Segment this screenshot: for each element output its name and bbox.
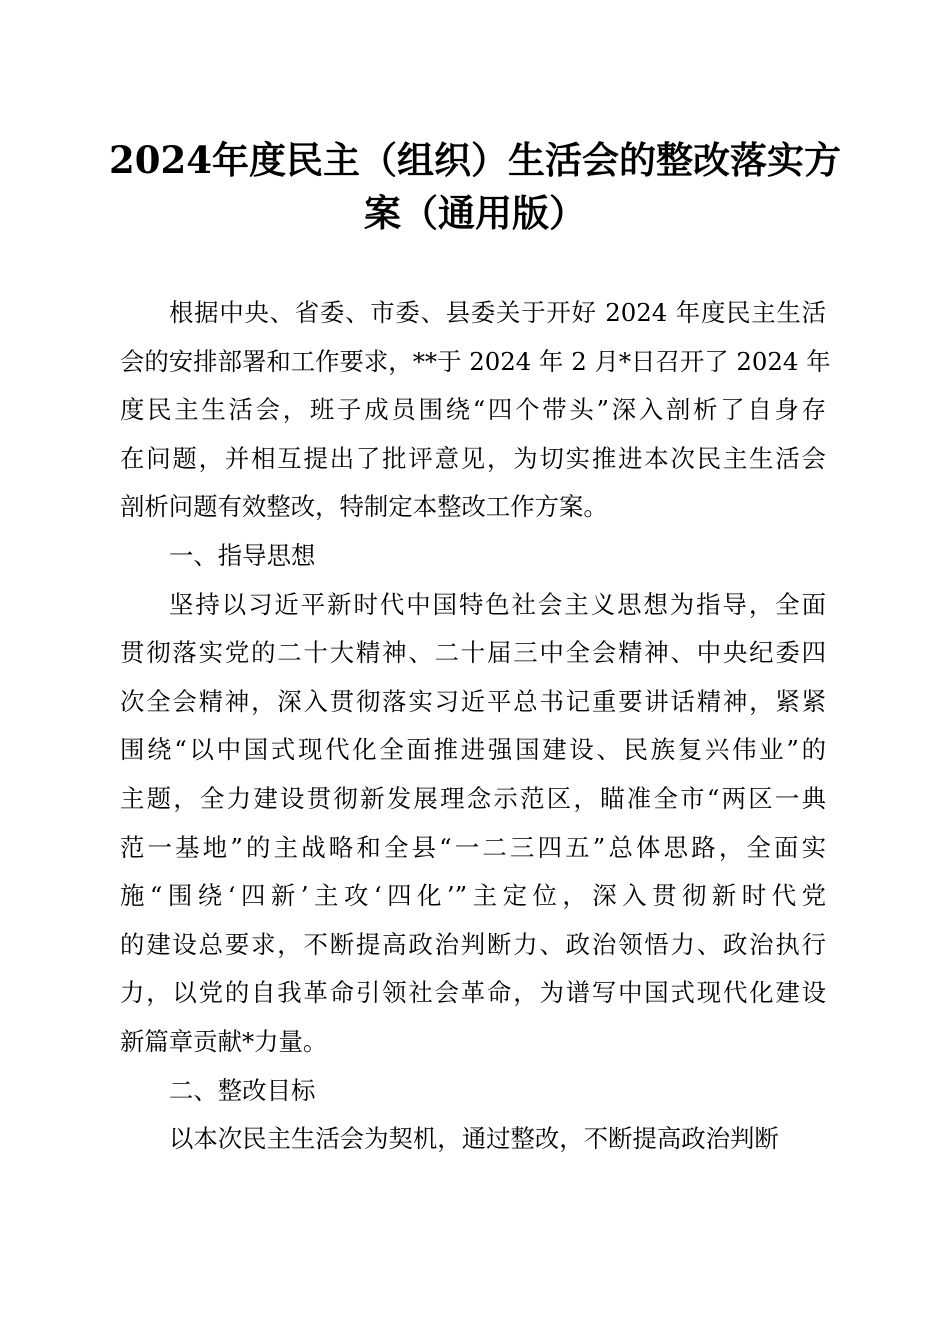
paragraph-line: 根据中央、省委、市委、县委关于开好 2024 年度民主生活 (169, 298, 826, 327)
document-title (100, 134, 850, 240)
paragraph-line: 会的安排部署和工作要求，**于 2024 年 2 月*日召开了 2024 年 (120, 346, 831, 376)
paragraph-line: 贯彻落实党的二十大精神、二十届三中全会精神、中央纪委四 (120, 638, 826, 668)
paragraph-line: 度民主生活会，班子成员围绕“四个带头”深入剖析了自身存 (120, 395, 826, 425)
paragraph-line: 范一基地”的主战略和全县“一二三四五”总体思路，全面实 (120, 832, 826, 862)
paragraph-line: 力，以党的自我革命引领社会革命，为谱写中国式现代化建设 (120, 978, 826, 1008)
heading-text: 一、指导思想 (169, 540, 316, 570)
paragraph-line: 新篇章贡献*力量。 (120, 1026, 328, 1056)
paragraph-line: 剖析问题有效整改，特制定本整改工作方案。 (120, 492, 608, 522)
paragraph-line: 的建设总要求，不断提高政治判断力、政治领悟力、政治执行 (120, 929, 826, 959)
paragraph-line: 主题，全力建设贯彻新发展理念示范区，瞄准全市“两区一典 (120, 783, 826, 813)
paragraph-line: 在问题，并相互提出了批评意见，为切实推进本次民主生活会 (120, 443, 826, 473)
section-heading (120, 532, 826, 581)
paragraph-line: 施“围绕‘四新’主攻‘四化’”主定位，深入贯彻新时代党 (120, 881, 826, 911)
title-line: 2024年度民主（组织）生活会的整改落实方 (109, 138, 841, 182)
section-heading (120, 1067, 826, 1116)
paragraph-line: 围绕“以中国式现代化全面推进强国建设、民族复兴伟业”的 (120, 735, 826, 765)
paragraph-line: 次全会精神，深入贯彻落实习近平总书记重要讲话精神，紧紧 (120, 686, 826, 716)
paragraph (120, 581, 826, 1067)
paragraph (120, 289, 831, 532)
paragraph-line: 以本次民主生活会为契机，通过整改，不断提高政治判断 (169, 1124, 779, 1154)
title-line: 案（通用版） (364, 191, 586, 235)
heading-text: 二、整改目标 (169, 1075, 316, 1105)
paragraph-line: 坚持以习近平新时代中国特色社会主义思想为指导，全面 (169, 589, 826, 619)
paragraph (120, 1115, 826, 1164)
document-body (120, 289, 831, 1164)
